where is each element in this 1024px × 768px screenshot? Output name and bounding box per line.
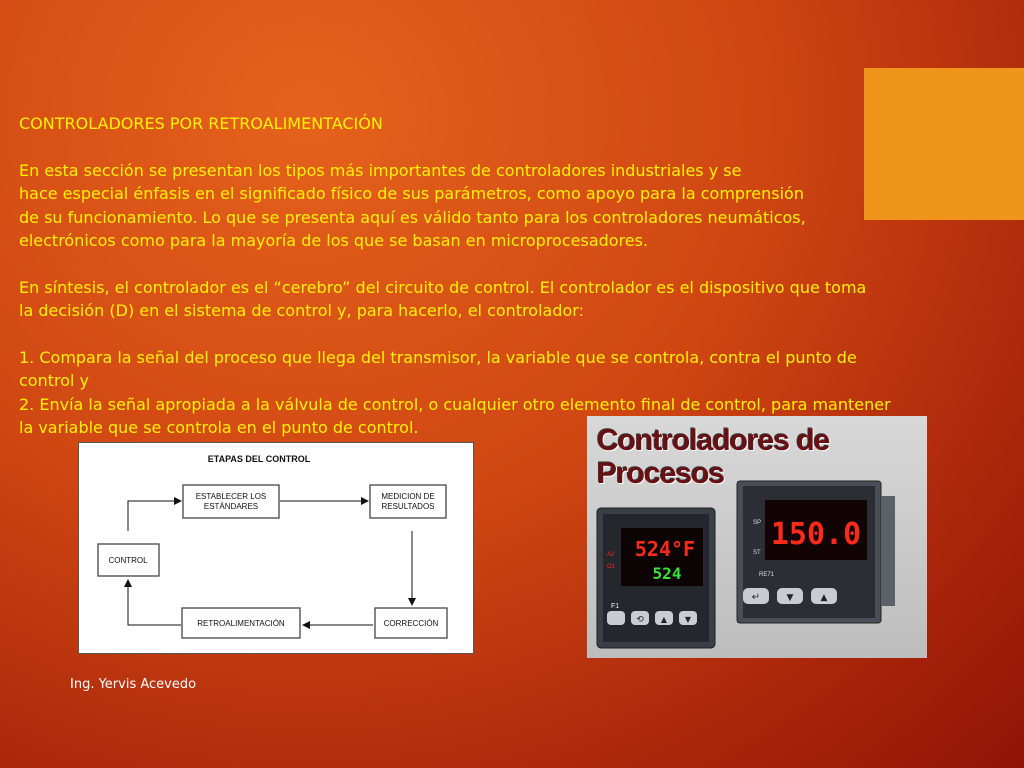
side-label-st: ST: [753, 550, 761, 556]
side-label-sp: SP: [753, 520, 762, 526]
list-line-3: 2. Envía la señal apropiada a la válvula de control, o cualquier otro elemento final de control, para mantener: [19, 394, 891, 414]
box-medicion-line1: MEDICION DE: [381, 492, 435, 501]
paragraph-2-line-2: la decisión (D) en el sistema de control y, para hacerlo, el controlador:: [19, 301, 584, 320]
arrow-to-establecer: [128, 501, 181, 531]
led-label-o1: O1: [607, 564, 616, 570]
left-display-bottom: 524: [652, 564, 682, 583]
box-medicion-line2: RESULTADOS: [381, 502, 435, 511]
box-control-label: CONTROL: [108, 556, 148, 565]
box-retroalimentacion-label: RETROALIMENTACIÓN: [197, 619, 285, 628]
down-icon: ▼: [786, 593, 794, 603]
right-display-value: 150.0: [770, 517, 862, 552]
paragraph-2-line-1: En síntesis, el controlador es el “cerebro” del circuito de control. El controlador es el dispositivo que toma: [19, 277, 867, 297]
slide-text: [19, 112, 979, 440]
cycle-icon: ⟲: [636, 615, 644, 625]
list-line-1: 1. Compara la señal del proceso que llega del transmisor, la variable que se controla, contra el punto de: [19, 347, 857, 367]
paragraph-1-line-4: electrónicos como para la mayoría de los que se basan en microprocesadores.: [19, 231, 649, 250]
up-icon: ▲: [820, 593, 828, 603]
left-controller: [597, 508, 715, 648]
paragraph-1-line-2: hace especial énfasis en el significado físico de sus parámetros, como apoyo para la comprensión: [19, 184, 804, 203]
slide-heading: CONTROLADORES POR RETROALIMENTACIÓN: [19, 114, 383, 133]
key-label-f1: F1: [611, 603, 620, 610]
photo-title-line-1: Controladores de: [597, 424, 830, 457]
box-establecer-line2: ESTÁNDARES: [203, 502, 259, 511]
process-controllers-photo: [587, 416, 927, 658]
list-line-4: la variable que se controla en el punto de control.: [19, 418, 419, 437]
diagram-title: ETAPAS DEL CONTROL: [207, 454, 311, 464]
left-display-top: 524°F: [634, 537, 696, 561]
enter-icon: ↵: [751, 592, 761, 603]
control-stages-diagram: [78, 442, 474, 654]
led-label-a2: A2: [607, 552, 615, 558]
arrow-to-control: [128, 580, 181, 625]
down-icon: ▼: [684, 615, 692, 624]
list-line-2: control y: [19, 371, 90, 390]
up-icon: ▲: [660, 615, 668, 624]
diagram-svg: [79, 443, 473, 653]
author-name: Ing. Yervis Acevedo: [70, 677, 197, 692]
box-correccion-label: CORRECCIÓN: [383, 619, 439, 628]
paragraph-1-line-1: En esta sección se presentan los tipos más importantes de controladores industriales y se: [19, 160, 742, 180]
left-key-f1: [607, 611, 625, 625]
photo-title-line-2: Procesos: [597, 457, 725, 490]
controllers-illustration: [587, 416, 927, 658]
right-controller: [737, 481, 895, 623]
paragraph-1-line-3: de su funcionamiento. Lo que se presenta aquí es válido tanto para los controladores neumáticos,: [19, 207, 806, 227]
model-label: RE71: [759, 572, 775, 578]
box-establecer-line1: ESTABLECER LOS: [195, 492, 267, 501]
